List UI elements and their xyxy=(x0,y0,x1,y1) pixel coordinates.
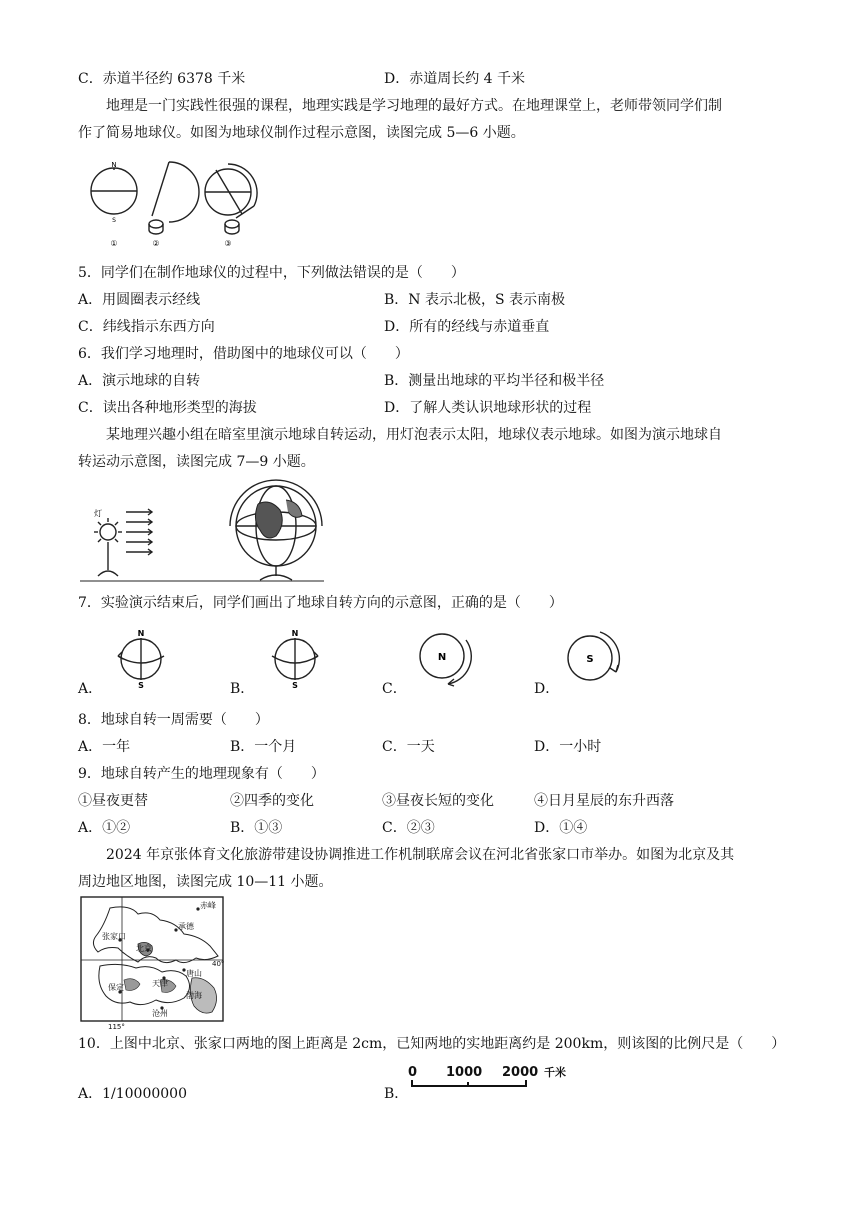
q7-a-s-label: S xyxy=(138,681,144,690)
q10-scale-bar xyxy=(404,1062,576,1090)
q9-option-d: D．①④ xyxy=(534,820,588,836)
q5-option-a: A．用圆圈表示经线 xyxy=(78,292,201,308)
q10-option-a: A．1/10000000 xyxy=(78,1086,187,1102)
map-label-tangshan: 唐山 xyxy=(186,969,202,978)
passage-map-line2: 周边地区地图，读图完成 10—11 小题。 xyxy=(78,874,333,890)
step2-number: ② xyxy=(152,239,160,248)
q7-stem: 7．实验演示结束后，同学们画出了地球自转方向的示意图，正确的是（ ） xyxy=(78,595,563,611)
q8-option-b: B．一个月 xyxy=(230,739,297,755)
q5-option-c: C．纬线指示东西方向 xyxy=(78,319,215,335)
q9-option-c: C．②③ xyxy=(382,820,435,836)
q4-option-c: C．赤道半径约 6378 千米 xyxy=(78,71,246,87)
map-label-chifeng: 赤峰 xyxy=(200,901,216,910)
map-latitude-label: 40° xyxy=(212,960,225,968)
q10-option-b: B． xyxy=(384,1086,409,1102)
scale-label-1000: 1000 xyxy=(446,1065,483,1080)
scale-label-0: 0 xyxy=(408,1065,418,1080)
q10-stem: 10．上图中北京、张家口两地的图上距离是 2cm，已知两地的实地距离约是 200km，则该图的比例尺是（ ） xyxy=(78,1036,786,1052)
passage-rotation-line2: 转运动示意图，读图完成 7—9 小题。 xyxy=(78,454,315,470)
q7-option-b: B． xyxy=(230,681,255,697)
q5-stem: 5．同学们在制作地球仪的过程中，下列做法错误的是（ ） xyxy=(78,265,465,281)
map-label-zhangjiakou: 张家口 xyxy=(102,932,126,941)
passage-globe-line2: 作了简易地球仪。如图为地球仪制作过程示意图，读图完成 5—6 小题。 xyxy=(78,125,525,141)
scale-unit: 千米 xyxy=(544,1066,566,1079)
q9-option-b: B．①③ xyxy=(230,820,283,836)
q7-a-n-label: N xyxy=(137,629,145,638)
q9-item-2: ②四季的变化 xyxy=(230,793,314,809)
q4-option-d: D．赤道周长约 4 千米 xyxy=(384,71,526,87)
map-label-cangzhou: 沧州 xyxy=(152,1009,168,1018)
passage-globe-line1: 地理是一门实践性很强的课程，地理实践是学习地理的最好方式。在地理课堂上，老师带领同学们制 xyxy=(106,98,722,114)
q7-d-s-label: S xyxy=(586,654,594,665)
passage-rotation-line1: 某地理兴趣小组在暗室里演示地球自转运动，用灯泡表示太阳，地球仪表示地球。如图为演示地球自 xyxy=(106,427,722,443)
q8-stem: 8．地球自转一周需要（ ） xyxy=(78,712,269,728)
map-label-beijing: 北京 xyxy=(136,944,152,953)
map-label-chengde: 承德 xyxy=(178,922,194,931)
q7-figure-d xyxy=(560,628,630,690)
map-longitude-label: 115° xyxy=(108,1023,125,1031)
q7-figure-c xyxy=(410,626,480,688)
q9-item-3: ③昼夜长短的变化 xyxy=(382,793,494,809)
q6-stem: 6．我们学习地理时，借助图中的地球仪可以（ ） xyxy=(78,346,409,362)
q8-option-d: D．一小时 xyxy=(534,739,602,755)
scale-label-2000: 2000 xyxy=(502,1065,539,1080)
q6-option-d: D．了解人类认识地球形状的过程 xyxy=(384,400,592,416)
q7-option-d: D． xyxy=(534,681,560,697)
q9-item-4: ④日月星辰的东升西落 xyxy=(534,793,674,809)
q5-option-b: B．N 表示北极，S 表示南极 xyxy=(384,292,566,308)
q6-option-a: A．演示地球的自转 xyxy=(78,373,201,389)
step1-n-label: N xyxy=(111,161,117,169)
step1-number: ① xyxy=(110,239,118,248)
lamp-label: 灯 xyxy=(94,509,102,518)
map-label-baoding: 保定 xyxy=(108,983,124,992)
q7-b-s-label: S xyxy=(292,681,298,690)
globe-steps-figure xyxy=(76,158,276,250)
passage-map-line1: 2024 年京张体育文化旅游带建设协调推进工作机制联席会议在河北省张家口市举办。如图为北京及其 xyxy=(106,847,735,863)
map-label-tianjin: 天津 xyxy=(152,979,168,988)
step3-number: ③ xyxy=(224,239,232,248)
lamp-globe-figure xyxy=(80,480,324,584)
q6-option-c: C．读出各种地形类型的海拔 xyxy=(78,400,257,416)
q7-b-n-label: N xyxy=(291,629,299,638)
map-label-bohai: 渤海 xyxy=(186,991,202,1000)
q9-option-a: A．①② xyxy=(78,820,131,836)
q9-stem: 9．地球自转产生的地理现象有（ ） xyxy=(78,766,325,782)
q5-option-d: D．所有的经线与赤道垂直 xyxy=(384,319,550,335)
step1-s-label: S xyxy=(112,217,116,224)
q6-option-b: B．测量出地球的平均半径和极半径 xyxy=(384,373,605,389)
q9-item-1: ①昼夜更替 xyxy=(78,793,148,809)
q8-option-c: C．一天 xyxy=(382,739,435,755)
q7-option-a: A． xyxy=(78,681,103,697)
q7-option-c: C． xyxy=(382,681,407,697)
q7-figure-b xyxy=(260,628,330,690)
beijing-region-map xyxy=(80,896,226,1030)
q7-c-n-label: N xyxy=(437,652,447,663)
q7-figure-a xyxy=(106,628,176,690)
q8-option-a: A．一年 xyxy=(78,739,131,755)
